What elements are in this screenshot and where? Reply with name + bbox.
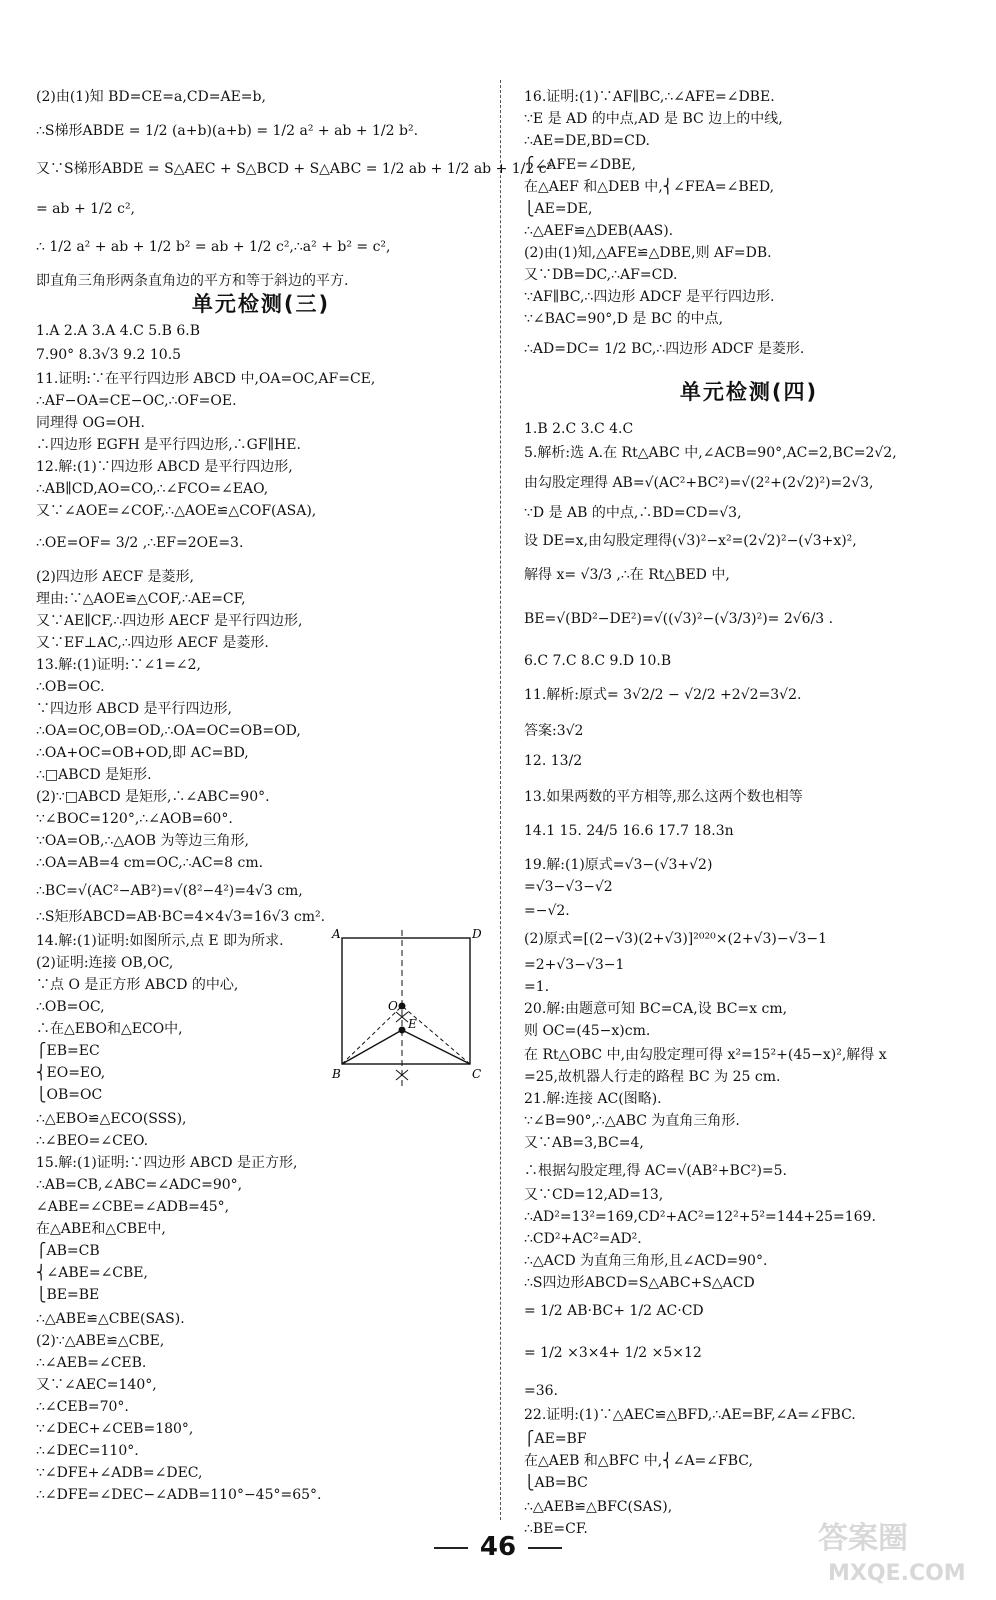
text-line: ⎧AB=CB: [36, 1243, 100, 1259]
svg-text:MXQE.COM: MXQE.COM: [828, 1561, 966, 1586]
text-line: 1.B 2.C 3.C 4.C: [524, 421, 634, 437]
text-line: 15.解:(1)证明:∵四边形 ABCD 是正方形,: [36, 1155, 298, 1171]
text-line: (2)∵△ABE≌△CBE,: [36, 1333, 165, 1349]
text-line: ⎧EB=EC: [36, 1043, 100, 1059]
text-line: =36.: [524, 1383, 558, 1399]
text-line: 12. 13/2: [524, 753, 583, 769]
text-line: ∴AF−OA=CE−OC,∴OF=OE.: [36, 393, 237, 409]
text-line: ∵E 是 AD 的中点,AD 是 BC 边上的中线,: [524, 111, 783, 127]
text-line: 16.证明:(1)∵AF∥BC,∴∠AFE=∠DBE.: [524, 89, 775, 105]
text-line: ∴∠AEB=∠CEB.: [36, 1355, 147, 1371]
text-line: ∴△AEB≌△BFC(SAS),: [524, 1499, 673, 1515]
dash-right: [528, 1547, 562, 1549]
text-line: =25,故机器人行走的路程 BC 为 25 cm.: [524, 1069, 781, 1085]
text-line: ∵∠DEC+∠CEB=180°,: [36, 1421, 194, 1437]
watermark-logo: [810, 1510, 980, 1590]
text-line: ⎩AB=BC: [524, 1475, 588, 1491]
text-line: 22.证明:(1)∵△AEC≌△BFD,∴AE=BF,∠A=∠FBC.: [524, 1407, 856, 1423]
text-line: =2+√3−√3−1: [524, 957, 625, 973]
text-line: ∵∠BOC=120°,∴∠AOB=60°.: [36, 811, 233, 827]
text-line: ∴S四边形ABCD=S△ABC+S△ACD: [524, 1275, 755, 1291]
text-line: ∴∠CEB=70°.: [36, 1399, 129, 1415]
text-line: ∴△ACD 为直角三角形,且∠ACD=90°.: [524, 1253, 768, 1269]
square-abcd: [342, 938, 470, 1064]
text-line: 在△ABE和△CBE中,: [36, 1221, 166, 1237]
text-line: 由勾股定理得 AB=√(AC²+BC²)=√(2²+(2√2)²)=2√3,: [524, 475, 874, 491]
text-line: ∴AE=DE,BD=CD.: [524, 133, 650, 149]
text-line: ⎧∠AFE=∠DBE,: [524, 157, 636, 173]
text-line: 在△AEF 和△DEB 中,⎨∠FEA=∠BED,: [524, 179, 775, 195]
label-e: E: [408, 1017, 417, 1031]
text-line: ∴ 1/2 a² + ab + 1/2 b² = ab + 1/2 c²,∴a² + b² = c²,: [36, 239, 391, 255]
text-line: =−√2.: [524, 903, 570, 919]
text-line: 理由:∵△AOE≌△COF,∴AE=CF,: [36, 591, 246, 607]
text-line: 13.如果两数的平方相等,那么这两个数也相等: [524, 789, 803, 805]
text-line: ⎧AE=BF: [524, 1431, 587, 1447]
text-line: 14.解:(1)证明:如图所示,点 E 即为所求.: [36, 933, 284, 949]
text-line: ∴在△EBO和△ECO中,: [36, 1021, 183, 1037]
text-line: 11.解析:原式= 3√2/2 − √2/2 +2√2=3√2.: [524, 687, 802, 703]
svg-text:答案圈: 答案圈: [818, 1521, 908, 1556]
text-line: ∴四边形 EGFH 是平行四边形,∴GF∥HE.: [36, 437, 301, 453]
text-line: ∵∠BAC=90°,D 是 BC 的中点,: [524, 311, 724, 327]
dash-left: [434, 1547, 468, 1549]
text-line: 11.证明:∵在平行四边形 ABCD 中,OA=OC,AF=CE,: [36, 371, 376, 387]
text-line: ∴△AEF≌△DEB(AAS).: [524, 223, 674, 239]
text-line: ∴OA=AB=4 cm=OC,∴AC=8 cm.: [36, 855, 264, 871]
text-line: ∴S矩形ABCD=AB·BC=4×4√3=16√3 cm².: [36, 909, 326, 925]
text-line: (2)∵□ABCD 是矩形,∴∠ABC=90°.: [36, 789, 270, 805]
page-number-text: 46: [479, 1532, 517, 1562]
text-line: ∵D 是 AB 的中点,∴BD=CD=√3,: [524, 505, 742, 521]
text-line: 1.A 2.A 3.A 4.C 5.B 6.B: [36, 323, 201, 339]
text-line: 又∵DB=DC,∴AF=CD.: [524, 267, 678, 283]
text-line: ∴OB=OC,: [36, 999, 105, 1015]
text-line: ∵OA=OB,∴△AOB 为等边三角形,: [36, 833, 249, 849]
text-line: ⎩BE=BE: [36, 1287, 100, 1303]
text-line: ∵AF∥BC,∴四边形 ADCF 是平行四边形.: [524, 289, 775, 305]
text-line: ∴OA=OC,OB=OD,∴OA=OC=OB=OD,: [36, 723, 301, 739]
text-line: ⎨∠ABE=∠CBE,: [36, 1265, 148, 1281]
text-line: ∴OA+OC=OB+OD,即 AC=BD,: [36, 745, 249, 761]
text-line: 在△AEB 和△BFC 中,⎨∠A=∠FBC,: [524, 1453, 753, 1469]
text-line: (2)原式=[(2−√3)(2+√3)]²⁰²⁰×(2+√3)−√3−1: [524, 931, 828, 947]
text-line: ∴∠BEO=∠CEO.: [36, 1133, 149, 1149]
text-line: (2)证明:连接 OB,OC,: [36, 955, 174, 971]
segment-be: [342, 1030, 402, 1064]
text-line: 14.1 15. 24/5 16.6 17.7 18.3n: [524, 823, 734, 839]
text-line: 又∵AB=3,BC=4,: [524, 1135, 644, 1151]
text-line: 13.解:(1)证明:∵∠1=∠2,: [36, 657, 201, 673]
text-line: ⎩OB=OC: [36, 1087, 103, 1103]
text-line: ∵四边形 ABCD 是平行四边形,: [36, 701, 232, 717]
label-o: O: [388, 999, 398, 1013]
text-line: 5.解析:选 A.在 Rt△ABC 中,∠ACB=90°,AC=2,BC=2√2,: [524, 445, 897, 461]
text-line: 解得 x= √3/3 ,∴在 Rt△BED 中,: [524, 567, 730, 583]
text-line: ∴∠DEC=110°.: [36, 1443, 139, 1459]
text-line: 又∵∠AOE=∠COF,∴△AOE≌△COF(ASA),: [36, 503, 317, 519]
text-line: 在 Rt△OBC 中,由勾股定理可得 x²=15²+(45−x)²,解得 x: [524, 1047, 887, 1063]
text-line: ∵∠DFE+∠ADB=∠DEC,: [36, 1465, 203, 1481]
text-line: 7.90° 8.3√3 9.2 10.5: [36, 347, 182, 363]
text-line: ∴BE=CF.: [524, 1521, 588, 1537]
column-divider: [500, 80, 501, 1520]
text-line: ⎩AE=DE,: [524, 201, 593, 217]
text-line: 即直角三角形两条直角边的平方和等于斜边的平方.: [36, 273, 349, 289]
text-line: ∴AB=CB,∠ABC=∠ADC=90°,: [36, 1177, 243, 1193]
point-e: [399, 1027, 406, 1034]
square-figure: [330, 927, 482, 1090]
text-line: (2)四边形 AECF 是菱形,: [36, 569, 194, 585]
text-line: ∴△EBO≌△ECO(SSS),: [36, 1111, 187, 1127]
section-heading: 单元检测(三): [191, 292, 331, 316]
point-o: [399, 1003, 406, 1010]
label-a: A: [332, 927, 341, 941]
text-line: 21.解:连接 AC(图略).: [524, 1091, 662, 1107]
text-line: 则 OC=(45−x)cm.: [524, 1023, 651, 1039]
text-line: (2)由(1)知 BD=CE=a,CD=AE=b,: [36, 89, 266, 105]
text-line: ∴根据勾股定理,得 AC=√(AB²+BC²)=5.: [524, 1163, 787, 1179]
text-line: 又∵S梯形ABDE = S△AEC + S△BCD + S△ABC = 1/2 ab + 1/2 ab + 1/2 c²: [36, 161, 553, 177]
text-line: 又∵∠AEC=140°,: [36, 1377, 157, 1393]
text-line: 设 DE=x,由勾股定理得(√3)²−x²=(2√2)²−(√3+x)²,: [524, 533, 857, 549]
text-line: ∴△ABE≌△CBE(SAS).: [36, 1311, 185, 1327]
text-line: = 1/2 AB·BC+ 1/2 AC·CD: [524, 1303, 704, 1319]
text-line: =1.: [524, 979, 550, 995]
text-line: 答案:3√2: [524, 723, 584, 739]
text-line: 19.解:(1)原式=√3−(√3+√2): [524, 857, 713, 873]
label-b: B: [332, 1067, 341, 1081]
text-line: ∴∠DFE=∠DEC−∠ADB=110°−45°=65°.: [36, 1487, 322, 1503]
text-line: 12.解:(1)∵四边形 ABCD 是平行四边形,: [36, 459, 293, 475]
text-line: 又∵EF⊥AC,∴四边形 AECF 是菱形.: [36, 635, 269, 651]
label-d: D: [472, 927, 482, 941]
text-line: ∴AB∥CD,AO=CO,∴∠FCO=∠EAO,: [36, 481, 269, 497]
section-heading: 单元检测(四): [679, 380, 819, 404]
text-line: 20.解:由题意可知 BC=CA,设 BC=x cm,: [524, 1001, 788, 1017]
text-line: ∴□ABCD 是矩形.: [36, 767, 152, 783]
label-c: C: [472, 1067, 482, 1081]
text-line: ∠ABE=∠CBE=∠ADB=45°,: [36, 1199, 230, 1215]
text-line: ⎨EO=EO,: [36, 1065, 106, 1081]
text-line: = ab + 1/2 c²,: [36, 201, 136, 217]
text-line: (2)由(1)知,△AFE≌△DBE,则 AF=DB.: [524, 245, 772, 261]
text-line: 又∵CD=12,AD=13,: [524, 1187, 664, 1203]
text-line: 同理得 OG=OH.: [36, 415, 145, 431]
text-line: 又∵AE∥CF,∴四边形 AECF 是平行四边形,: [36, 613, 303, 629]
text-line: ∵∠B=90°,∴△ABC 为直角三角形.: [524, 1113, 740, 1129]
text-line: ∴OB=OC.: [36, 679, 105, 695]
text-line: =√3−√3−√2: [524, 879, 613, 895]
text-line: ∴S梯形ABDE = 1/2 (a+b)(a+b) = 1/2 a² + ab + 1/2 b².: [36, 123, 419, 139]
text-line: = 1/2 ×3×4+ 1/2 ×5×12: [524, 1345, 702, 1361]
text-line: ∴AD=DC= 1/2 BC,∴四边形 ADCF 是菱形.: [524, 341, 805, 357]
text-line: BE=√(BD²−DE²)=√((√3)²−(√3/3)²)= 2√6/3 .: [524, 611, 834, 627]
text-line: 6.C 7.C 8.C 9.D 10.B: [524, 653, 672, 669]
text-line: ∵点 O 是正方形 ABCD 的中心,: [36, 977, 239, 993]
text-line: ∴CD²+AC²=AD².: [524, 1231, 642, 1247]
text-line: ∴AD²=13²=169,CD²+AC²=12²+5²=144+25=169.: [524, 1209, 876, 1225]
text-line: ∴BC=√(AC²−AB²)=√(8²−4²)=4√3 cm,: [36, 883, 303, 899]
text-line: ∴OE=OF= 3/2 ,∴EF=2OE=3.: [36, 535, 244, 551]
